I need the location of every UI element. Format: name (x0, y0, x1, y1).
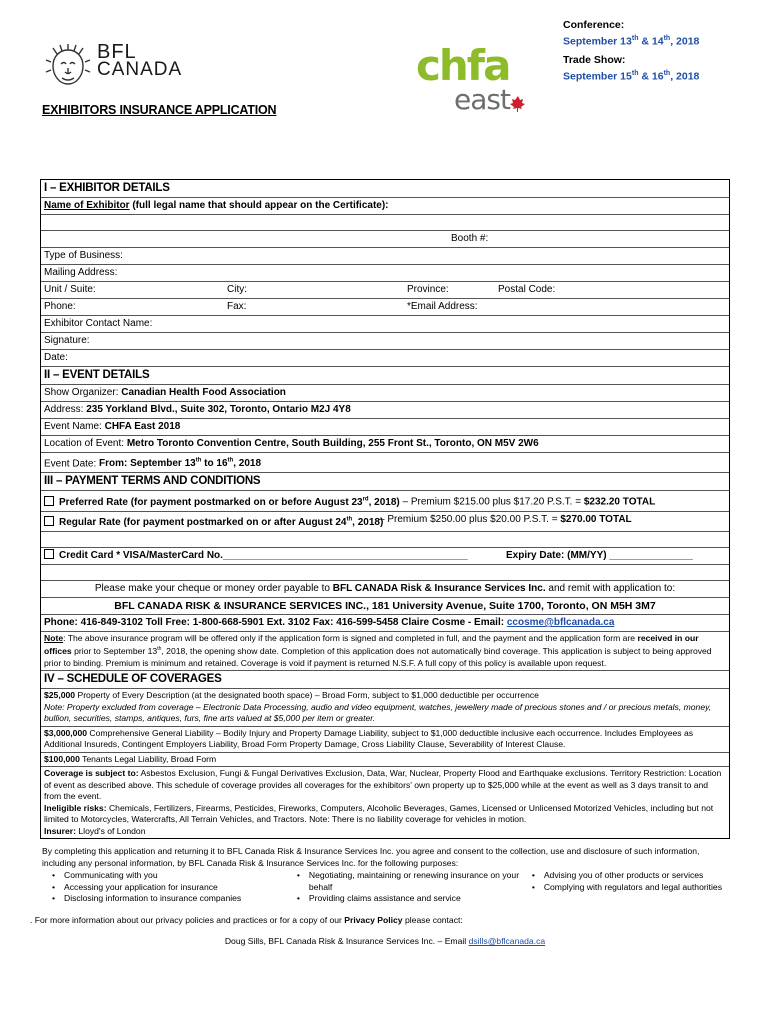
logo-name: BFL (97, 41, 137, 63)
regular-rate-label: Regular Rate (for payment postmarked on or after August 24th, 2018) (59, 516, 384, 528)
privacy-consent (42, 846, 732, 905)
payment-spacer-2 (41, 565, 729, 581)
logo-sub: CANADA (97, 59, 183, 80)
privacy-policy-line: . For more information about our privacy policies and practices or for a copy of our Privacy Policy please contact: (30, 915, 463, 925)
event-name-row: Event Name: CHFA East 2018 (41, 419, 729, 436)
bfl-canada-logo (45, 41, 190, 90)
dsills-email-link[interactable]: dsills@bflcanada.ca (468, 936, 546, 946)
event-date-row: Event Date: From: September 13th to 16th, 2018 (41, 453, 729, 473)
regular-rate-price: – Premium $250.00 plus $20.00 P.S.T. = (379, 513, 561, 525)
lion-icon (45, 44, 91, 90)
booth-field[interactable] (41, 231, 729, 248)
list-item: • Communicating with you (54, 870, 287, 882)
trade-show-dates: September 15th & 16th, 2018 (563, 69, 700, 82)
remit-address: BFL CANADA RISK & INSURANCE SERVICES INC., 181 University Avenue, Suite 1700, Toronto, ON M5H 3M7 (41, 598, 729, 615)
phone-fax-row[interactable] (41, 299, 729, 316)
remit-contact: Phone: 416-849-3102 Toll Free: 1-800-668-5901 Ext. 3102 Fax: 416-599-5458 Claire Cosme - Email: ccosme@bflcanada.ca (41, 615, 729, 632)
preferred-rate-total: $232.20 TOTAL (583, 496, 656, 508)
section-exhibitor-heading: I – EXHIBITOR DETAILS (41, 180, 729, 198)
email-label: *Email Address: (407, 301, 478, 312)
purposes-list-1 (42, 870, 287, 905)
province-label: Province: (407, 284, 449, 295)
regular-rate-option[interactable] (41, 512, 729, 532)
event-dates (563, 18, 699, 83)
coverage-tenants: $100,000 Tenants Legal Liability, Broad Form (41, 753, 729, 768)
list-item: • Providing claims assistance and service (299, 893, 522, 905)
postal-code-label: Postal Code: (498, 284, 556, 295)
credit-card-checkbox[interactable] (44, 549, 54, 559)
unit-city-row[interactable] (41, 282, 729, 299)
preferred-rate-label: Preferred Rate (for payment postmarked on or before August 23rd, 2018) (59, 496, 400, 508)
contact-name-field[interactable]: Exhibitor Contact Name: (41, 316, 729, 333)
section-payment-heading: III – PAYMENT TERMS AND CONDITIONS (41, 473, 729, 491)
unit-label: Unit / Suite: (44, 284, 96, 295)
signature-field[interactable]: Signature: (41, 333, 729, 350)
date-field[interactable]: Date: (41, 350, 729, 367)
chfa-east-logo (412, 38, 532, 118)
exhibitor-name-blank[interactable] (41, 215, 729, 231)
business-type-field[interactable]: Type of Business: (41, 248, 729, 265)
coverage-property-note: Note: Property excluded from coverage – Electronic Data Processing, audio and video equipment, watches, jewellery made of precious stones and / or precious metals, money, bullion, securities, stamps, antiques, furs, fine arts valued at $5,000 per item or greater. (44, 701, 712, 724)
regular-rate-checkbox[interactable] (44, 516, 54, 526)
exhibitor-name-note: (full legal name that should appear on the Certificate): (129, 200, 389, 211)
cheque-instructions: Please make your cheque or money order payable to BFL CANADA Risk & Insurance Services Inc. and remit with application to: (41, 581, 729, 598)
list-item: • Negotiating, maintaining or renewing insurance on your behalf (299, 870, 522, 893)
organizer-address-row: Address: 235 Yorkland Blvd., Suite 302, Toronto, Ontario M2J 4Y8 (41, 402, 729, 419)
preferred-rate-checkbox[interactable] (44, 496, 54, 506)
coverage-property: $25,000 Property of Every Description (at the designated booth space) – Broad Form, subject to $1,000 deductible per occurrence Note: Property excluded from coverage – Electronic Data Processing, audio and video equipment, watches, jewellery made of precious stones and / or precious metals, money, bullion, securities, stamps, antiques, furs, fine arts valued at $5,000 per item or greater. (41, 689, 729, 727)
purposes-list-3 (522, 870, 732, 905)
list-item: • Complying with regulators and legal authorities (534, 882, 732, 894)
show-organizer-row: Show Organizer: Canadian Health Food Association (41, 385, 729, 402)
section-coverages-heading: IV – SCHEDULE OF COVERAGES (41, 671, 729, 689)
section-event-heading: II – EVENT DETAILS (41, 367, 729, 385)
coverage-liability: $3,000,000 Comprehensive General Liability – Bodily Injury and Property Damage Liability, subject to $1,000 deductible inclusive each occurrence. Includes Employees as Additional Insureds, Contingent Employers Liability, Broad Form Property Damage, Cross Liability Clause, Severability of Interest Clause. (41, 727, 729, 753)
privacy-contact: Doug Sills, BFL Canada Risk & Insurance Services Inc. – Email dsills@bflcanada.ca (224, 936, 546, 946)
application-form (40, 179, 730, 839)
privacy-intro: By completing this application and returning it to BFL Canada Risk & Insurance Services Inc. you agree and consent to the collection, use and disclosure of such information, including any personal information, by BFL Canada Risk & Insurance Services Inc. for the following purposes: (42, 846, 700, 868)
booth-label: Booth #: (451, 233, 489, 244)
payment-spacer (41, 532, 729, 548)
fax-label: Fax: (227, 301, 247, 312)
expiry-date-field[interactable]: Expiry Date: (MM/YY) _______________ (506, 549, 693, 561)
credit-card-number-field[interactable]: Credit Card * VISA/MasterCard No.____________________________________________ (59, 549, 468, 561)
list-item: • Advising you of other products or services (534, 870, 732, 882)
east-logo-word: east (454, 83, 510, 116)
chfa-logo-word: chfa (416, 41, 510, 90)
regular-rate-total: $270.00 TOTAL (560, 513, 632, 525)
page-title: EXHIBITORS INSURANCE APPLICATION (42, 103, 277, 117)
preferred-rate-price: – Premium $215.00 plus $17.20 P.S.T. = (399, 496, 584, 508)
purposes-list-2 (287, 870, 522, 905)
ccosme-email-link[interactable]: ccosme@bflcanada.ca (506, 616, 615, 628)
trade-show-label: Trade Show: (563, 53, 626, 66)
event-location-row: Location of Event: Metro Toronto Convention Centre, South Building, 255 Front St., Toronto, ON M5V 2W6 (41, 436, 729, 453)
exhibitor-name-label: Name of Exhibitor (44, 200, 130, 211)
list-item: • Disclosing information to insurance companies (54, 893, 287, 905)
coverage-conditions: Coverage is subject to: Asbestos Exclusion, Fungi & Fungal Derivatives Exclusion, Data, War, Nuclear, Property Flood and Earthquake exclusions. Territory Restriction: Location of event as described above. This schedule of coverage provides all coverages for the exhibitors' own property up to $25,000 while at the event as well as 3 days transit to and from the event. Ineligible risks: Chemicals, Fertilizers, Firearms, Pesticides, Fireworks, Computers, Alcoholic Beverages, Games, Licensed or Unlicensed Motorized Vehicles, including but not limited to Motorcycles, Watercrafts, All Terrain Vehicles, and Tractors. Note: There is no liability coverage for vehicles in motion. Insurer: Lloyd's of London (44, 768, 722, 836)
conference-dates: September 13th & 14th, 2018 (563, 35, 700, 48)
credit-card-row[interactable] (41, 548, 729, 565)
phone-label: Phone: (44, 301, 76, 312)
exhibitor-name-field[interactable] (41, 198, 729, 215)
privacy-policy-label: Privacy Policy (344, 915, 403, 925)
maple-leaf-icon (510, 96, 525, 112)
conference-label: Conference: (563, 19, 625, 31)
mailing-address-field[interactable]: Mailing Address: (41, 265, 729, 282)
payment-note: Note: The above insurance program will be offered only if the application form is signed and completed in full, and the payment and the application form are received in our offices prior to September 13th, 2018, the opening show date. Completion of this application does not automatically bind coverage. This application is subject to being approved prior to binding. Premium is minimum and retained. Coverage is void if payment is returned N.S.F. A full copy of this policy is available upon request. (41, 632, 729, 671)
preferred-rate-option[interactable] (41, 491, 729, 511)
list-item: • Accessing your application for insurance (54, 882, 287, 894)
city-label: City: (227, 284, 247, 295)
